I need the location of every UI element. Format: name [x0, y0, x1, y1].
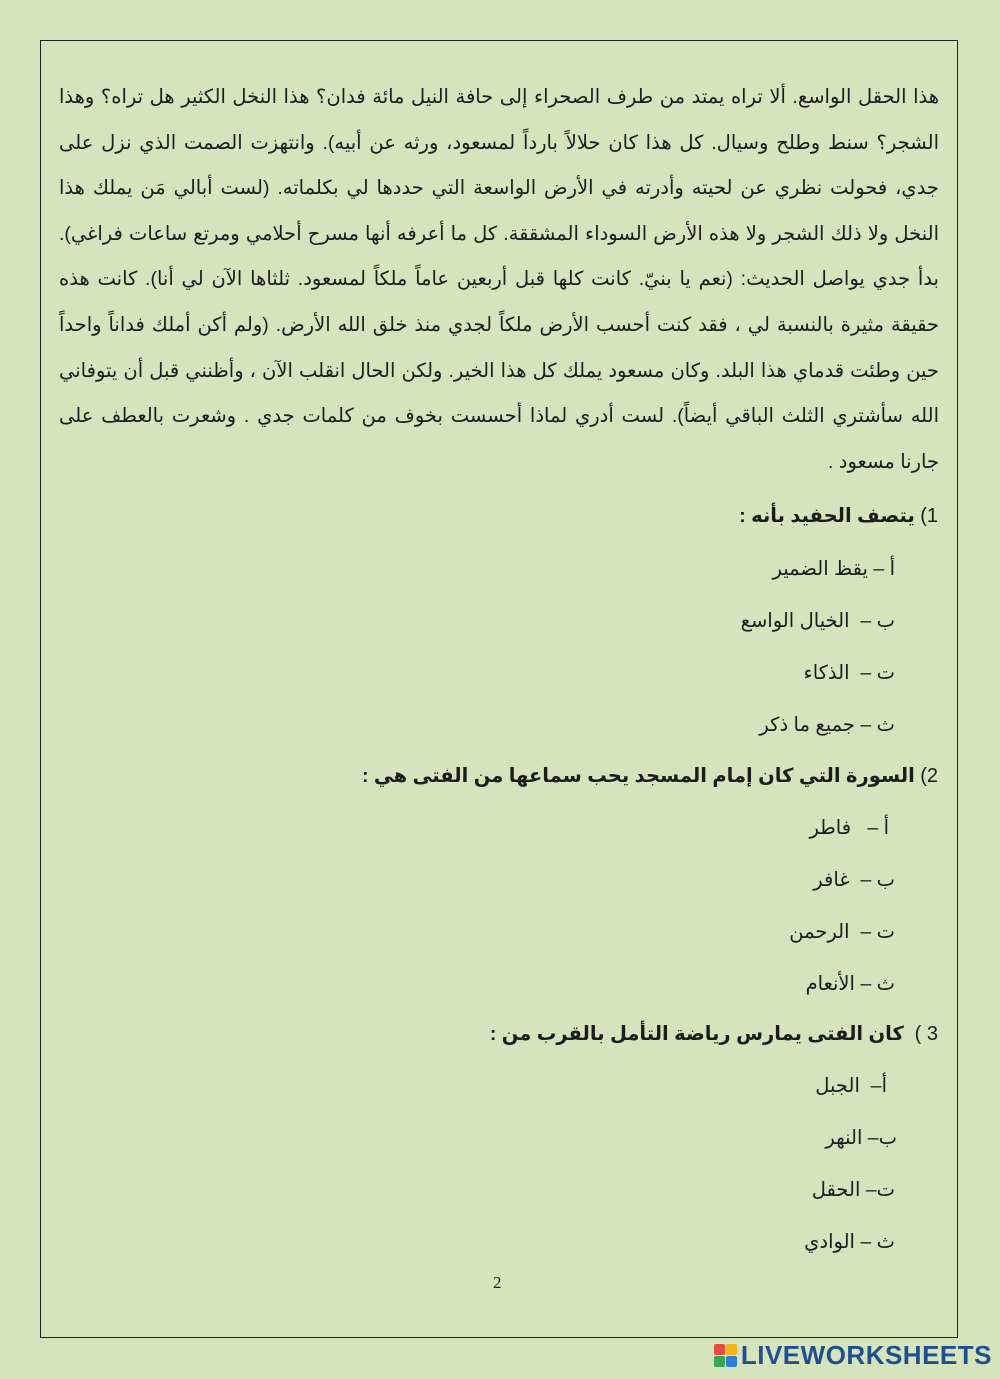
liveworksheets-wordmark: LIVEWORKSHEETS	[740, 1340, 992, 1370]
question-3: 3 ) كان الفتى يمارس رياضة التأمل بالقرب من :	[489, 1023, 938, 1045]
question-1: 1) يتصف الحفيد بأنه :	[739, 505, 938, 527]
question-2: 2) السورة التي كان إمام المسجد يحب سماعها من الفتى هي :	[361, 765, 938, 787]
question-3-option-c[interactable]: ت– الحقل	[811, 1179, 895, 1201]
logo-square-3	[714, 1356, 725, 1367]
liveworksheets-branding	[714, 1340, 992, 1371]
question-1-option-c[interactable]: ت – الذكاء	[803, 662, 895, 684]
question-2-option-a[interactable]: أ – فاطر	[809, 817, 889, 839]
logo-square-2	[726, 1344, 737, 1355]
page-number: 2	[493, 1273, 502, 1292]
question-3-text: كان الفتى يمارس رياضة التأمل بالقرب من :	[489, 1023, 904, 1045]
liveworksheets-logo-icon	[714, 1344, 737, 1367]
question-3-option-a[interactable]: أ– الجبل	[815, 1075, 887, 1097]
logo-square-1	[714, 1344, 725, 1355]
question-3-option-d[interactable]: ث – الوادي	[804, 1231, 895, 1253]
question-2-text: السورة التي كان إمام المسجد يحب سماعها من الفتى هي :	[361, 765, 915, 787]
question-2-option-b[interactable]: ب – غافر	[813, 869, 895, 891]
question-1-option-d[interactable]: ث – جميع ما ذكر	[759, 714, 895, 736]
page-frame	[40, 40, 958, 1338]
question-3-option-b[interactable]: ب– النهر	[825, 1127, 897, 1149]
logo-square-4	[726, 1356, 737, 1367]
question-1-option-b[interactable]: ب – الخيال الواسع	[740, 610, 895, 632]
question-2-option-c[interactable]: ت – الرحمن	[789, 921, 895, 943]
question-1-text: يتصف الحفيد بأنه :	[739, 505, 915, 527]
question-1-option-a[interactable]: أ – يقظ الضمير	[772, 558, 895, 580]
reading-passage: هذا الحقل الواسع. ألا تراه يمتد من طرف الصحراء إلى حافة النيل مائة فدان؟ هذا النخل الكثير هل تراه؟ وهذا الشجر؟ سنط وطلح وسيال. كل هذا كان حلالاً بارداً لمسعود، ورثه عن أبيه). وانتهزت الصمت الذي نزل على جدي، فحولت نظري عن لحيته وأدرته في الأرض الواسعة التي حددها لي بكلماته. (لست أبالي مَن يملك هذا النخل ولا ذلك الشجر ولا هذه الأرض السوداء المشققة. كل ما أعرفه أنها مسرح أحلامي ومرتع ساعات فراغي). بدأ جدي يواصل الحديث: (نعم يا بنيّ. كانت كلها قبل أربعين عاماً ملكاً لمسعود. ثلثاها الآن لي أنا). كانت هذه حقيقة مثيرة بالنسبة لي ، فقد كنت أحسب الأرض ملكاً لجدي منذ خلق الله الأرض. (ولم أكن أملك فداناً واحداً حين وطئت قدماي هذا البلد. وكان مسعود يملك كل هذا الخير. ولكن الحال انقلب الآن ، وأظنني قبل أن يتوفاني الله سأشتري الثلث الباقي أيضاً). لست أدري لماذا أحسست بخوف من كلمات جدي . وشعرت بالعطف على جارنا مسعود .	[59, 86, 939, 473]
question-2-option-d[interactable]: ث – الأنعام	[805, 973, 895, 995]
